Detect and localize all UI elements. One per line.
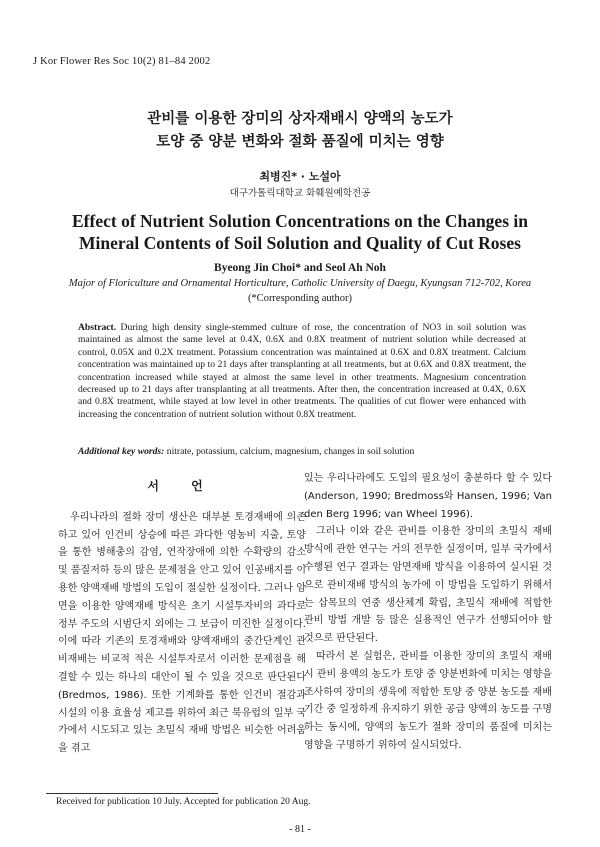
body-paragraph: 그러나 이와 같은 관비를 이용한 장미의 초밀식 재배 방식에 관한 연구는 거의 전무한 실정이며, 일부 국가에서 수행된 연구 결과는 암면재배 방식을 이용하여 실시된 것으로 관비재배 방식의 농가에 이 방법을 도입하기 위해서는 삽목묘의 연중 생산체계 확립, 초밀식 재배에 적합한 관비 방법 개발 등 많은 실용적인 연구가 선행되어야 할 것으로 판단된다. xyxy=(304,526,552,645)
korean-affiliation: 대구가톨릭대학교 화훼원예학전공 xyxy=(229,188,371,199)
body-paragraph: 있는 우리나라에도 도입의 필요성이 충분하다 할 수 있다(Anderson, 1990; Bredmoss와 Hansen, 1996; Van den Berg 1996; van Wheel 1996). xyxy=(304,473,552,520)
section-heading: 서 언 xyxy=(147,479,217,493)
english-affiliation: Major of Floriculture and Ornamental Horticulture, Catholic University of Daegu, Kyungsan 712-702, Korea xyxy=(68,278,532,289)
keywords-text: nitrate, potassium, calcium, magnesium, changes in soil solution xyxy=(166,446,415,457)
english-title-line1: Effect of Nutrient Solution Concentrations on the Changes in xyxy=(72,211,528,231)
korean-title-line2: 토양 중 양분 변화와 절화 품질에 미치는 영향 xyxy=(156,134,444,150)
korean-authors: 최병진* · 노설아 xyxy=(259,170,341,183)
page-number: - 81 - xyxy=(289,824,311,835)
corresponding-author-note: (*Corresponding author) xyxy=(247,293,353,304)
footnote-divider xyxy=(46,793,218,794)
keywords xyxy=(78,446,526,458)
english-title xyxy=(0,210,600,254)
english-authors: Byeong Jin Choi* and Seol Ah Noh xyxy=(214,262,386,274)
footnote: Received for publication 10 July. Accepted for publication 20 Aug. xyxy=(56,797,311,807)
korean-title-line1: 관비를 이용한 장미의 상자재배시 양액의 농도가 xyxy=(147,111,453,127)
korean-title xyxy=(0,108,600,154)
journal-citation: J Kor Flower Res Soc 10(2) 81–84 2002 xyxy=(33,56,211,67)
abstract-label: Abstract. xyxy=(78,322,117,333)
keywords-label: Additional key words: xyxy=(78,446,165,457)
left-column xyxy=(58,470,306,758)
english-title-line2: Mineral Contents of Soil Solution and Quality of Cut Roses xyxy=(79,233,521,253)
abstract-text: During high density single-stemmed culture of rose, the concentration of NO3 in soil solution was maintained as almost the same level at 0.4X, 0.6X and 0.8X treatment of nutrient solution while decreased at control, 0.05X and 0.2X treatment. Potassium concentration was maintained at 0.6X and 0.8X treatment. Calcium concentration was maintained up to 21 days after transplanting at all treatments, but at 0.6X and 0.8X treatment, the concentration increased while stayed at almost the same level in other treatments. Magnesium concentration decreased up to 21 days after transplanting at all treatments. After then, the concentration increased at 0.4X, 0.6X and 0.8X treatment, while stayed at low level in other treatments. The qualities of cut flower were enhanced with increasing the concentration of nutrient solution without 0.8X treatment. xyxy=(78,322,526,420)
body-paragraph: 우리나라의 절화 장미 생산은 대부분 토경재배에 의존하고 있어 인건비 상승에 따른 과다한 영농비 지출, 토양을 통한 병해충의 감염, 연작장애에 의한 수확량의 감소 및 품질저하 등의 많은 문제점을 안고 있어 인공배지를 이용한 양액재배 방법의 도입이 절실한 실정이다. 그러나 암면을 이용한 양액재배 방식은 초기 시설투자비의 과다로 정부 주도의 시범단지 외에는 그 보급이 미진한 실정이다. 이에 따라 기존의 토경재배와 양액재배의 중간단계인 관비재배는 비교적 적은 시설투자로서 이러한 문제점을 해결할 수 있는 하나의 대안이 될 수 있을 것으로 판단된다(Bredmos, 1986). 또한 기계화를 통한 인건비 절감과 시설의 이용 효율성 제고를 위하여 최근 북유럽의 일부 국가에서 시도되고 있는 초밀식 재배 방법은 비슷한 어려움을 겪고 xyxy=(58,511,306,755)
right-column xyxy=(304,470,552,755)
abstract xyxy=(78,322,526,421)
body-paragraph: 따라서 본 실험은, 관비를 이용한 장미의 초밀식 재배 시 관비 용액의 농도가 토양 중 양분변화에 미치는 영향을 조사하여 장미의 생육에 적합한 토양 중 양분 농도를 재배 기간 중 일정하게 유지하기 위한 공급 양액의 농도를 구명하는 동시에, 양액의 농도가 절화 장미의 품질에 미치는 영향을 구명하기 위하여 실시되었다. xyxy=(304,650,552,751)
